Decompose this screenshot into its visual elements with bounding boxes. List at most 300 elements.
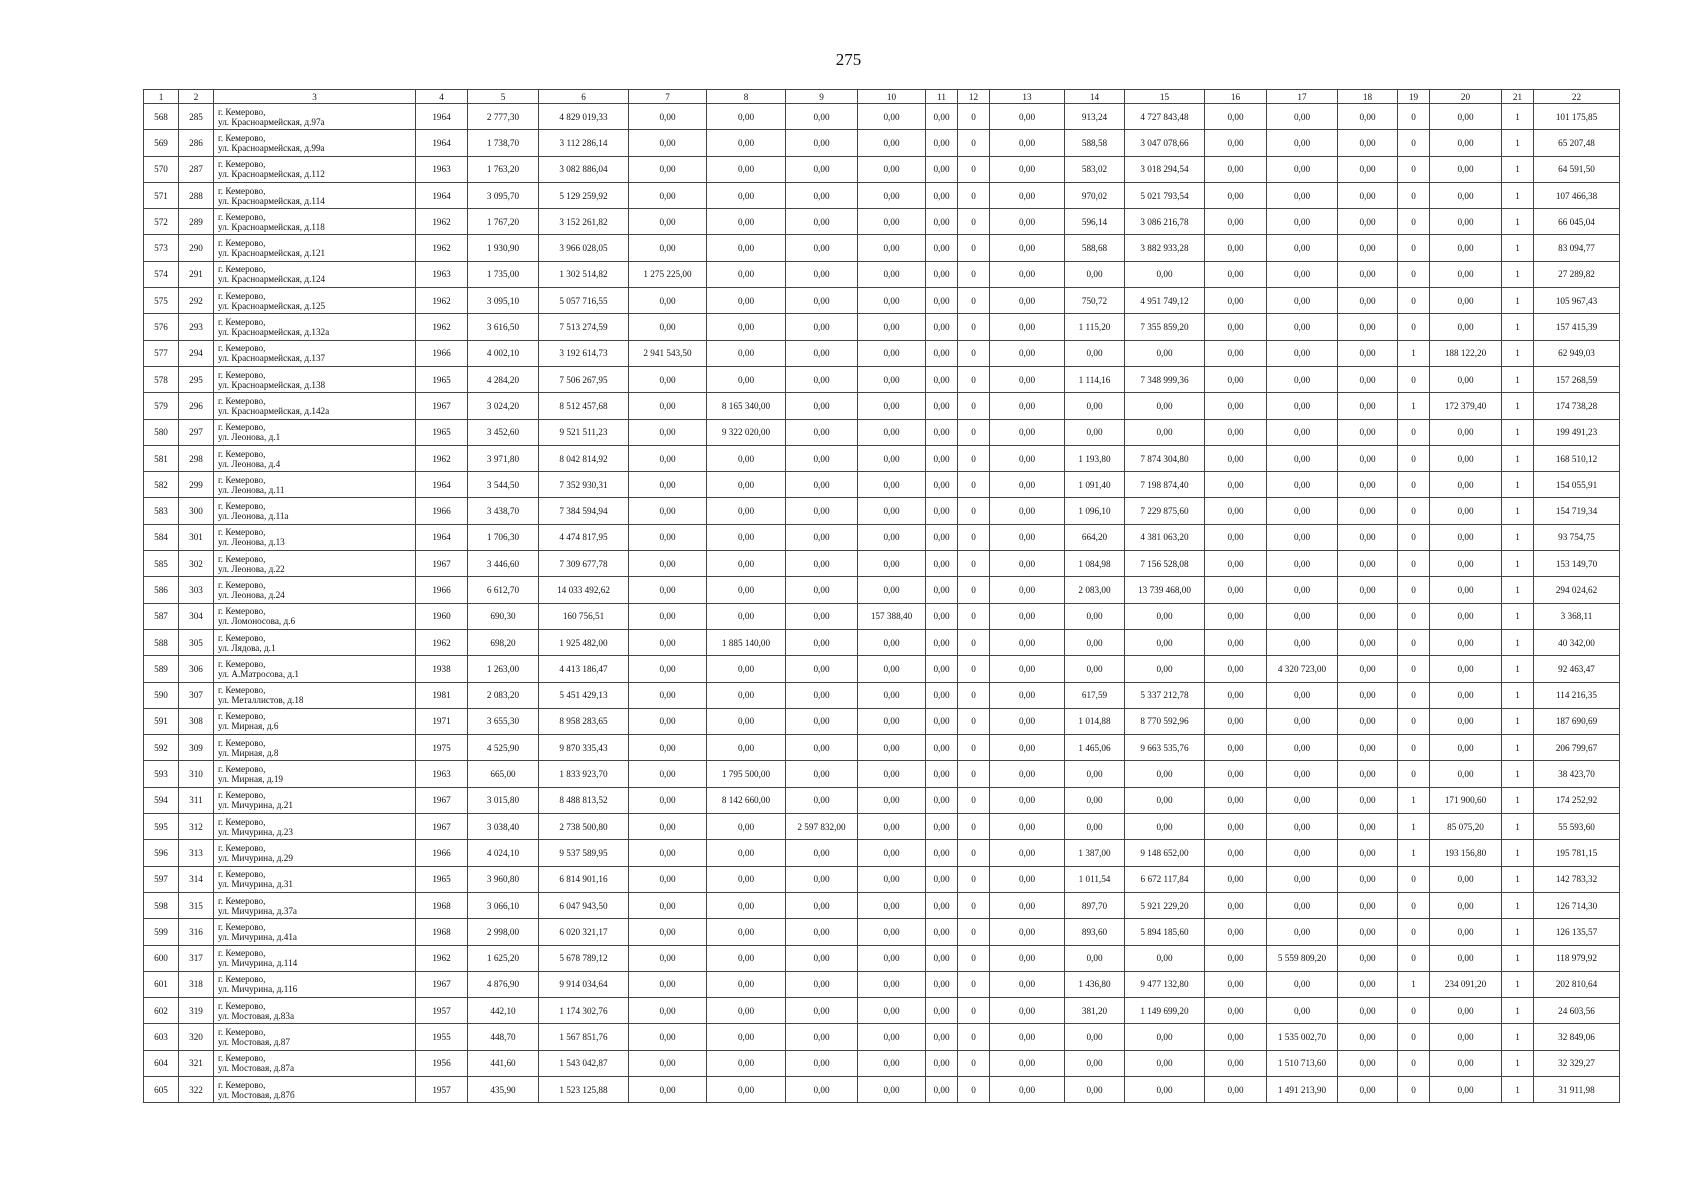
table-cell: 3 452,60 <box>468 419 539 445</box>
table-cell: 0,00 <box>629 919 707 945</box>
address-cell <box>214 656 416 682</box>
table-cell: 0,00 <box>786 629 858 655</box>
table-cell: 4 320 723,00 <box>1267 656 1338 682</box>
table-cell: 2 083,20 <box>468 682 539 708</box>
table-row <box>144 840 1620 866</box>
address-street: ул. Леонова, д.11а <box>218 511 289 522</box>
address-cell <box>214 735 416 761</box>
table-cell: 0,00 <box>1267 366 1338 392</box>
table-cell: 4 002,10 <box>468 340 539 366</box>
table-row <box>144 498 1620 524</box>
table-cell: 160 756,51 <box>539 603 629 629</box>
table-cell: 897,70 <box>1065 892 1125 918</box>
column-header: 16 <box>1205 90 1267 104</box>
table-cell: 665,00 <box>468 761 539 787</box>
table-cell: 14 033 492,62 <box>539 577 629 603</box>
table-cell: 7 348 999,36 <box>1125 366 1205 392</box>
table-cell: 690,30 <box>468 603 539 629</box>
table-cell: 9 148 652,00 <box>1125 840 1205 866</box>
table-cell: 0,00 <box>1267 998 1338 1024</box>
table-cell: 0,00 <box>990 524 1065 550</box>
table-cell: 1 735,00 <box>468 261 539 287</box>
table-cell: 4 951 749,12 <box>1125 288 1205 314</box>
address-cell <box>214 104 416 130</box>
address-street: ул. Красноармейская, д.114 <box>218 195 325 206</box>
table-cell: 0,00 <box>1338 682 1398 708</box>
table-cell: 0,00 <box>1267 445 1338 471</box>
table-cell: 0 <box>1398 656 1430 682</box>
address-city: г. Кемерово, <box>218 159 266 170</box>
table-cell: 0,00 <box>707 156 786 182</box>
table-cell: 3 015,80 <box>468 787 539 813</box>
table-cell: 0,00 <box>858 235 926 261</box>
table-cell: 0,00 <box>629 366 707 392</box>
table-cell: 0,00 <box>858 971 926 997</box>
table-cell: 0,00 <box>786 1050 858 1076</box>
table-cell: 7 506 267,95 <box>539 366 629 392</box>
table-cell: 0,00 <box>786 472 858 498</box>
table-cell: 171 900,60 <box>1430 787 1502 813</box>
table-cell: 0 <box>958 892 990 918</box>
table-cell: 0,00 <box>926 682 958 708</box>
table-cell: 1 <box>1502 840 1534 866</box>
table-cell: 0,00 <box>629 209 707 235</box>
table-cell: 592 <box>144 735 179 761</box>
table-cell: 5 451 429,13 <box>539 682 629 708</box>
table-cell: 314 <box>179 866 214 892</box>
table-cell: 0,00 <box>1065 761 1125 787</box>
table-cell: 142 783,32 <box>1534 866 1620 892</box>
address-city: г. Кемерово, <box>218 264 266 275</box>
table-cell: 0,00 <box>1205 366 1267 392</box>
table-cell: 1 795 500,00 <box>707 761 786 787</box>
table-cell: 1 096,10 <box>1065 498 1125 524</box>
table-cell: 0,00 <box>1267 629 1338 655</box>
table-cell: 0 <box>1398 1024 1430 1050</box>
table-row <box>144 104 1620 130</box>
table-row <box>144 419 1620 445</box>
table-cell: 0,00 <box>1065 393 1125 419</box>
table-cell: 7 513 274,59 <box>539 314 629 340</box>
table-cell: 0 <box>958 366 990 392</box>
table-cell: 0,00 <box>990 235 1065 261</box>
table-cell: 6 672 117,84 <box>1125 866 1205 892</box>
table-cell: 0 <box>958 603 990 629</box>
table-cell: 0,00 <box>629 130 707 156</box>
table-cell: 1962 <box>416 314 468 340</box>
address-cell <box>214 1050 416 1076</box>
table-cell: 1 510 713,60 <box>1267 1050 1338 1076</box>
table-cell: 1 567 851,76 <box>539 1024 629 1050</box>
table-cell: 0,00 <box>1430 629 1502 655</box>
table-cell: 7 384 594,94 <box>539 498 629 524</box>
table-cell: 1 084,98 <box>1065 551 1125 577</box>
table-cell: 300 <box>179 498 214 524</box>
table-cell: 0 <box>958 708 990 734</box>
table-cell: 1966 <box>416 840 468 866</box>
table-cell: 1 <box>1502 130 1534 156</box>
table-cell: 126 714,30 <box>1534 892 1620 918</box>
table-cell: 0,00 <box>1430 472 1502 498</box>
table-cell: 3 446,60 <box>468 551 539 577</box>
table-cell: 6 047 943,50 <box>539 892 629 918</box>
table-row <box>144 682 1620 708</box>
table-cell: 3 616,50 <box>468 314 539 340</box>
table-cell: 290 <box>179 235 214 261</box>
table-cell: 0,00 <box>629 892 707 918</box>
table-cell: 0,00 <box>629 577 707 603</box>
table-cell: 583 <box>144 498 179 524</box>
table-cell: 0,00 <box>1205 919 1267 945</box>
table-cell: 3 082 886,04 <box>539 156 629 182</box>
table-cell: 0,00 <box>1267 971 1338 997</box>
table-cell: 293 <box>179 314 214 340</box>
table-cell: 0 <box>958 314 990 340</box>
table-cell: 0,00 <box>629 1076 707 1102</box>
table-cell: 0,00 <box>1267 524 1338 550</box>
table-cell: 288 <box>179 182 214 208</box>
address-cell <box>214 814 416 840</box>
table-cell: 0,00 <box>629 866 707 892</box>
table-cell: 304 <box>179 603 214 629</box>
table-cell: 8 488 813,52 <box>539 787 629 813</box>
address-city: г. Кемерово, <box>218 921 266 932</box>
table-cell: 294 <box>179 340 214 366</box>
table-cell: 0,00 <box>786 919 858 945</box>
table-cell: 0,00 <box>858 682 926 708</box>
table-cell: 0,00 <box>1205 840 1267 866</box>
table-cell: 0,00 <box>629 998 707 1024</box>
table-cell: 9 322 020,00 <box>707 419 786 445</box>
table-cell: 2 597 832,00 <box>786 814 858 840</box>
table-cell: 3 095,70 <box>468 182 539 208</box>
table-cell: 0,00 <box>1430 866 1502 892</box>
address-city: г. Кемерово, <box>218 1000 266 1011</box>
table-cell: 0 <box>958 445 990 471</box>
table-cell: 0,00 <box>990 787 1065 813</box>
table-cell: 3 018 294,54 <box>1125 156 1205 182</box>
table-cell: 0,00 <box>1338 787 1398 813</box>
table-cell: 1968 <box>416 919 468 945</box>
table-cell: 0,00 <box>926 708 958 734</box>
table-cell: 0,00 <box>1205 682 1267 708</box>
table-cell: 313 <box>179 840 214 866</box>
table-cell: 0,00 <box>1338 945 1398 971</box>
address-cell <box>214 288 416 314</box>
table-cell: 0,00 <box>786 524 858 550</box>
table-cell: 3 086 216,78 <box>1125 209 1205 235</box>
table-cell: 590 <box>144 682 179 708</box>
table-cell: 202 810,64 <box>1534 971 1620 997</box>
table-cell: 1981 <box>416 682 468 708</box>
table-cell: 118 979,92 <box>1534 945 1620 971</box>
address-cell <box>214 498 416 524</box>
table-cell: 1 <box>1398 340 1430 366</box>
table-cell: 107 466,38 <box>1534 182 1620 208</box>
table-cell: 187 690,69 <box>1534 708 1620 734</box>
address-street: ул. Леонова, д.22 <box>218 563 285 574</box>
address-city: г. Кемерово, <box>218 343 266 354</box>
table-cell: 286 <box>179 130 214 156</box>
table-cell: 199 491,23 <box>1534 419 1620 445</box>
address-cell <box>214 182 416 208</box>
table-cell: 0 <box>958 393 990 419</box>
table-cell: 0,00 <box>1205 735 1267 761</box>
table-cell: 1956 <box>416 1050 468 1076</box>
address-street: ул. Красноармейская, д.142а <box>218 405 330 416</box>
table-cell: 0 <box>1398 235 1430 261</box>
column-header: 13 <box>990 90 1065 104</box>
table-cell: 195 781,15 <box>1534 840 1620 866</box>
table-cell: 310 <box>179 761 214 787</box>
table-cell: 0,00 <box>707 577 786 603</box>
table-cell: 0,00 <box>858 104 926 130</box>
table-cell: 0,00 <box>786 945 858 971</box>
table-cell: 0,00 <box>1205 182 1267 208</box>
table-cell: 1 <box>1502 340 1534 366</box>
table-cell: 0,00 <box>1205 419 1267 445</box>
table-cell: 0,00 <box>1125 340 1205 366</box>
table-cell: 1 <box>1502 682 1534 708</box>
table-row <box>144 1050 1620 1076</box>
column-header: 20 <box>1430 90 1502 104</box>
table-cell: 0,00 <box>1205 1050 1267 1076</box>
address-cell <box>214 866 416 892</box>
table-cell: 320 <box>179 1024 214 1050</box>
table-cell: 0,00 <box>629 314 707 340</box>
table-cell: 0,00 <box>990 498 1065 524</box>
address-street: ул. Красноармейская, д.121 <box>218 248 326 259</box>
table-cell: 0,00 <box>1338 472 1398 498</box>
table-cell: 0,00 <box>786 104 858 130</box>
column-header: 8 <box>707 90 786 104</box>
table-cell: 0 <box>1398 288 1430 314</box>
table-cell: 1 <box>1502 945 1534 971</box>
table-cell: 582 <box>144 472 179 498</box>
table-cell: 0,00 <box>1338 156 1398 182</box>
table-cell: 0,00 <box>858 314 926 340</box>
table-cell: 0,00 <box>990 814 1065 840</box>
table-cell: 0,00 <box>786 261 858 287</box>
table-cell: 0,00 <box>1267 472 1338 498</box>
table-cell: 0,00 <box>1338 866 1398 892</box>
table-cell: 4 413 186,47 <box>539 656 629 682</box>
address-city: г. Кемерово, <box>218 579 266 590</box>
table-cell: 309 <box>179 735 214 761</box>
table-cell: 0 <box>1398 998 1430 1024</box>
address-city: г. Кемерово, <box>218 1027 266 1038</box>
table-cell: 0,00 <box>990 261 1065 287</box>
address-cell <box>214 261 416 287</box>
table-cell: 1 <box>1502 1050 1534 1076</box>
table-cell: 0,00 <box>1338 656 1398 682</box>
table-cell: 0,00 <box>858 445 926 471</box>
table-cell: 299 <box>179 472 214 498</box>
table-cell: 0,00 <box>1430 577 1502 603</box>
table-cell: 0,00 <box>1430 1050 1502 1076</box>
table-cell: 0,00 <box>629 393 707 419</box>
table-cell: 576 <box>144 314 179 340</box>
table-cell: 0,00 <box>786 656 858 682</box>
table-row <box>144 892 1620 918</box>
table-cell: 306 <box>179 656 214 682</box>
table-cell: 0,00 <box>926 340 958 366</box>
table-cell: 0,00 <box>990 1076 1065 1102</box>
table-cell: 31 911,98 <box>1534 1076 1620 1102</box>
address-city: г. Кемерово, <box>218 395 266 406</box>
table-cell: 0,00 <box>1430 209 1502 235</box>
table-cell: 1 <box>1502 866 1534 892</box>
table-cell: 0,00 <box>707 682 786 708</box>
address-cell <box>214 445 416 471</box>
table-cell: 0,00 <box>1430 682 1502 708</box>
table-cell: 0 <box>1398 577 1430 603</box>
table-cell: 1971 <box>416 708 468 734</box>
table-cell: 0,00 <box>1125 1050 1205 1076</box>
table-cell: 315 <box>179 892 214 918</box>
table-cell: 0,00 <box>1205 104 1267 130</box>
table-cell: 617,59 <box>1065 682 1125 708</box>
address-cell <box>214 682 416 708</box>
table-cell: 0,00 <box>629 1024 707 1050</box>
table-cell: 1 <box>1502 787 1534 813</box>
address-cell <box>214 708 416 734</box>
table-cell: 3 112 286,14 <box>539 130 629 156</box>
table-cell: 0,00 <box>858 945 926 971</box>
table-cell: 0,00 <box>1125 603 1205 629</box>
table-cell: 3 066,10 <box>468 892 539 918</box>
table-cell: 0,00 <box>707 945 786 971</box>
table-cell: 0 <box>958 551 990 577</box>
table-cell: 1 <box>1502 735 1534 761</box>
table-cell: 9 537 589,95 <box>539 840 629 866</box>
address-city: г. Кемерово, <box>218 737 266 748</box>
table-cell: 0,00 <box>786 445 858 471</box>
table-cell: 583,02 <box>1065 156 1125 182</box>
table-cell: 4 284,20 <box>468 366 539 392</box>
table-row <box>144 156 1620 182</box>
table-cell: 0,00 <box>926 919 958 945</box>
table-cell: 0 <box>958 814 990 840</box>
table-cell: 0,00 <box>1430 182 1502 208</box>
table-cell: 0,00 <box>1205 945 1267 971</box>
table-cell: 0,00 <box>1267 340 1338 366</box>
table-cell: 8 165 340,00 <box>707 393 786 419</box>
table-cell: 0,00 <box>1430 261 1502 287</box>
address-street: ул. Мичурина, д.23 <box>218 826 293 837</box>
table-cell: 3 047 078,66 <box>1125 130 1205 156</box>
table-cell: 0,00 <box>858 472 926 498</box>
address-city: г. Кемерово, <box>218 842 266 853</box>
address-street: ул. Металлистов, д.18 <box>218 695 304 706</box>
address-cell <box>214 998 416 1024</box>
address-street: ул. Мичурина, д.21 <box>218 800 293 811</box>
table-cell: 1960 <box>416 603 468 629</box>
table-cell: 4 876,90 <box>468 971 539 997</box>
table-cell: 1964 <box>416 104 468 130</box>
table-cell: 1 738,70 <box>468 130 539 156</box>
table-cell: 0,00 <box>1267 182 1338 208</box>
table-cell: 0 <box>958 130 990 156</box>
table-cell: 0,00 <box>1065 945 1125 971</box>
table-cell: 1 925 482,00 <box>539 629 629 655</box>
table-cell: 0,00 <box>786 603 858 629</box>
table-row <box>144 288 1620 314</box>
table-cell: 0,00 <box>990 130 1065 156</box>
address-cell <box>214 787 416 813</box>
address-city: г. Кемерово, <box>218 685 266 696</box>
table-cell: 1 930,90 <box>468 235 539 261</box>
address-street: ул. Красноармейская, д.97а <box>218 116 325 127</box>
table-cell: 0,00 <box>990 340 1065 366</box>
table-cell: 0,00 <box>1430 603 1502 629</box>
table-cell: 0,00 <box>1205 577 1267 603</box>
table-cell: 3 966 028,05 <box>539 235 629 261</box>
table-cell: 0,00 <box>1267 919 1338 945</box>
table-cell: 0 <box>958 682 990 708</box>
table-cell: 585 <box>144 551 179 577</box>
table-cell: 0 <box>958 629 990 655</box>
table-cell: 1 <box>1502 498 1534 524</box>
table-cell: 38 423,70 <box>1534 761 1620 787</box>
table-cell: 600 <box>144 945 179 971</box>
table-cell: 1967 <box>416 393 468 419</box>
table-cell: 8 958 283,65 <box>539 708 629 734</box>
table-cell: 589 <box>144 656 179 682</box>
table-cell: 0,00 <box>858 419 926 445</box>
table-cell: 318 <box>179 971 214 997</box>
address-street: ул. Красноармейская, д.138 <box>218 379 326 390</box>
table-cell: 0,00 <box>858 629 926 655</box>
table-cell: 603 <box>144 1024 179 1050</box>
table-cell: 0,00 <box>1430 366 1502 392</box>
table-row <box>144 182 1620 208</box>
table-cell: 750,72 <box>1065 288 1125 314</box>
table-cell: 0,00 <box>990 998 1065 1024</box>
table-cell: 3 544,50 <box>468 472 539 498</box>
table-cell: 4 727 843,48 <box>1125 104 1205 130</box>
table-cell: 5 894 185,60 <box>1125 919 1205 945</box>
table-cell: 0 <box>958 524 990 550</box>
table-cell: 0,00 <box>990 366 1065 392</box>
table-cell: 0 <box>1398 314 1430 340</box>
address-street: ул. Мичурина, д.29 <box>218 852 293 863</box>
table-cell: 0 <box>1398 1076 1430 1102</box>
table-cell: 0,00 <box>1430 892 1502 918</box>
table-cell: 0,00 <box>990 735 1065 761</box>
table-cell: 0,00 <box>990 971 1065 997</box>
table-cell: 0,00 <box>1338 1076 1398 1102</box>
table-cell: 3 960,80 <box>468 866 539 892</box>
table-cell: 2 998,00 <box>468 919 539 945</box>
table-cell: 0,00 <box>786 866 858 892</box>
table-cell: 0,00 <box>1205 1076 1267 1102</box>
table-cell: 0,00 <box>1205 761 1267 787</box>
table-cell: 1 <box>1502 261 1534 287</box>
address-city: г. Кемерово, <box>218 474 266 485</box>
table-cell: 1963 <box>416 261 468 287</box>
table-cell: 126 135,57 <box>1534 919 1620 945</box>
table-cell: 0,00 <box>1205 708 1267 734</box>
address-street: ул. Мостовая, д.87б <box>218 1089 295 1100</box>
column-header: 15 <box>1125 90 1205 104</box>
table-cell: 0,00 <box>1205 209 1267 235</box>
page-number: 275 <box>835 50 862 69</box>
table-cell: 0,00 <box>1430 445 1502 471</box>
column-header: 5 <box>468 90 539 104</box>
table-cell: 0,00 <box>1267 892 1338 918</box>
table-cell: 0,00 <box>1338 629 1398 655</box>
